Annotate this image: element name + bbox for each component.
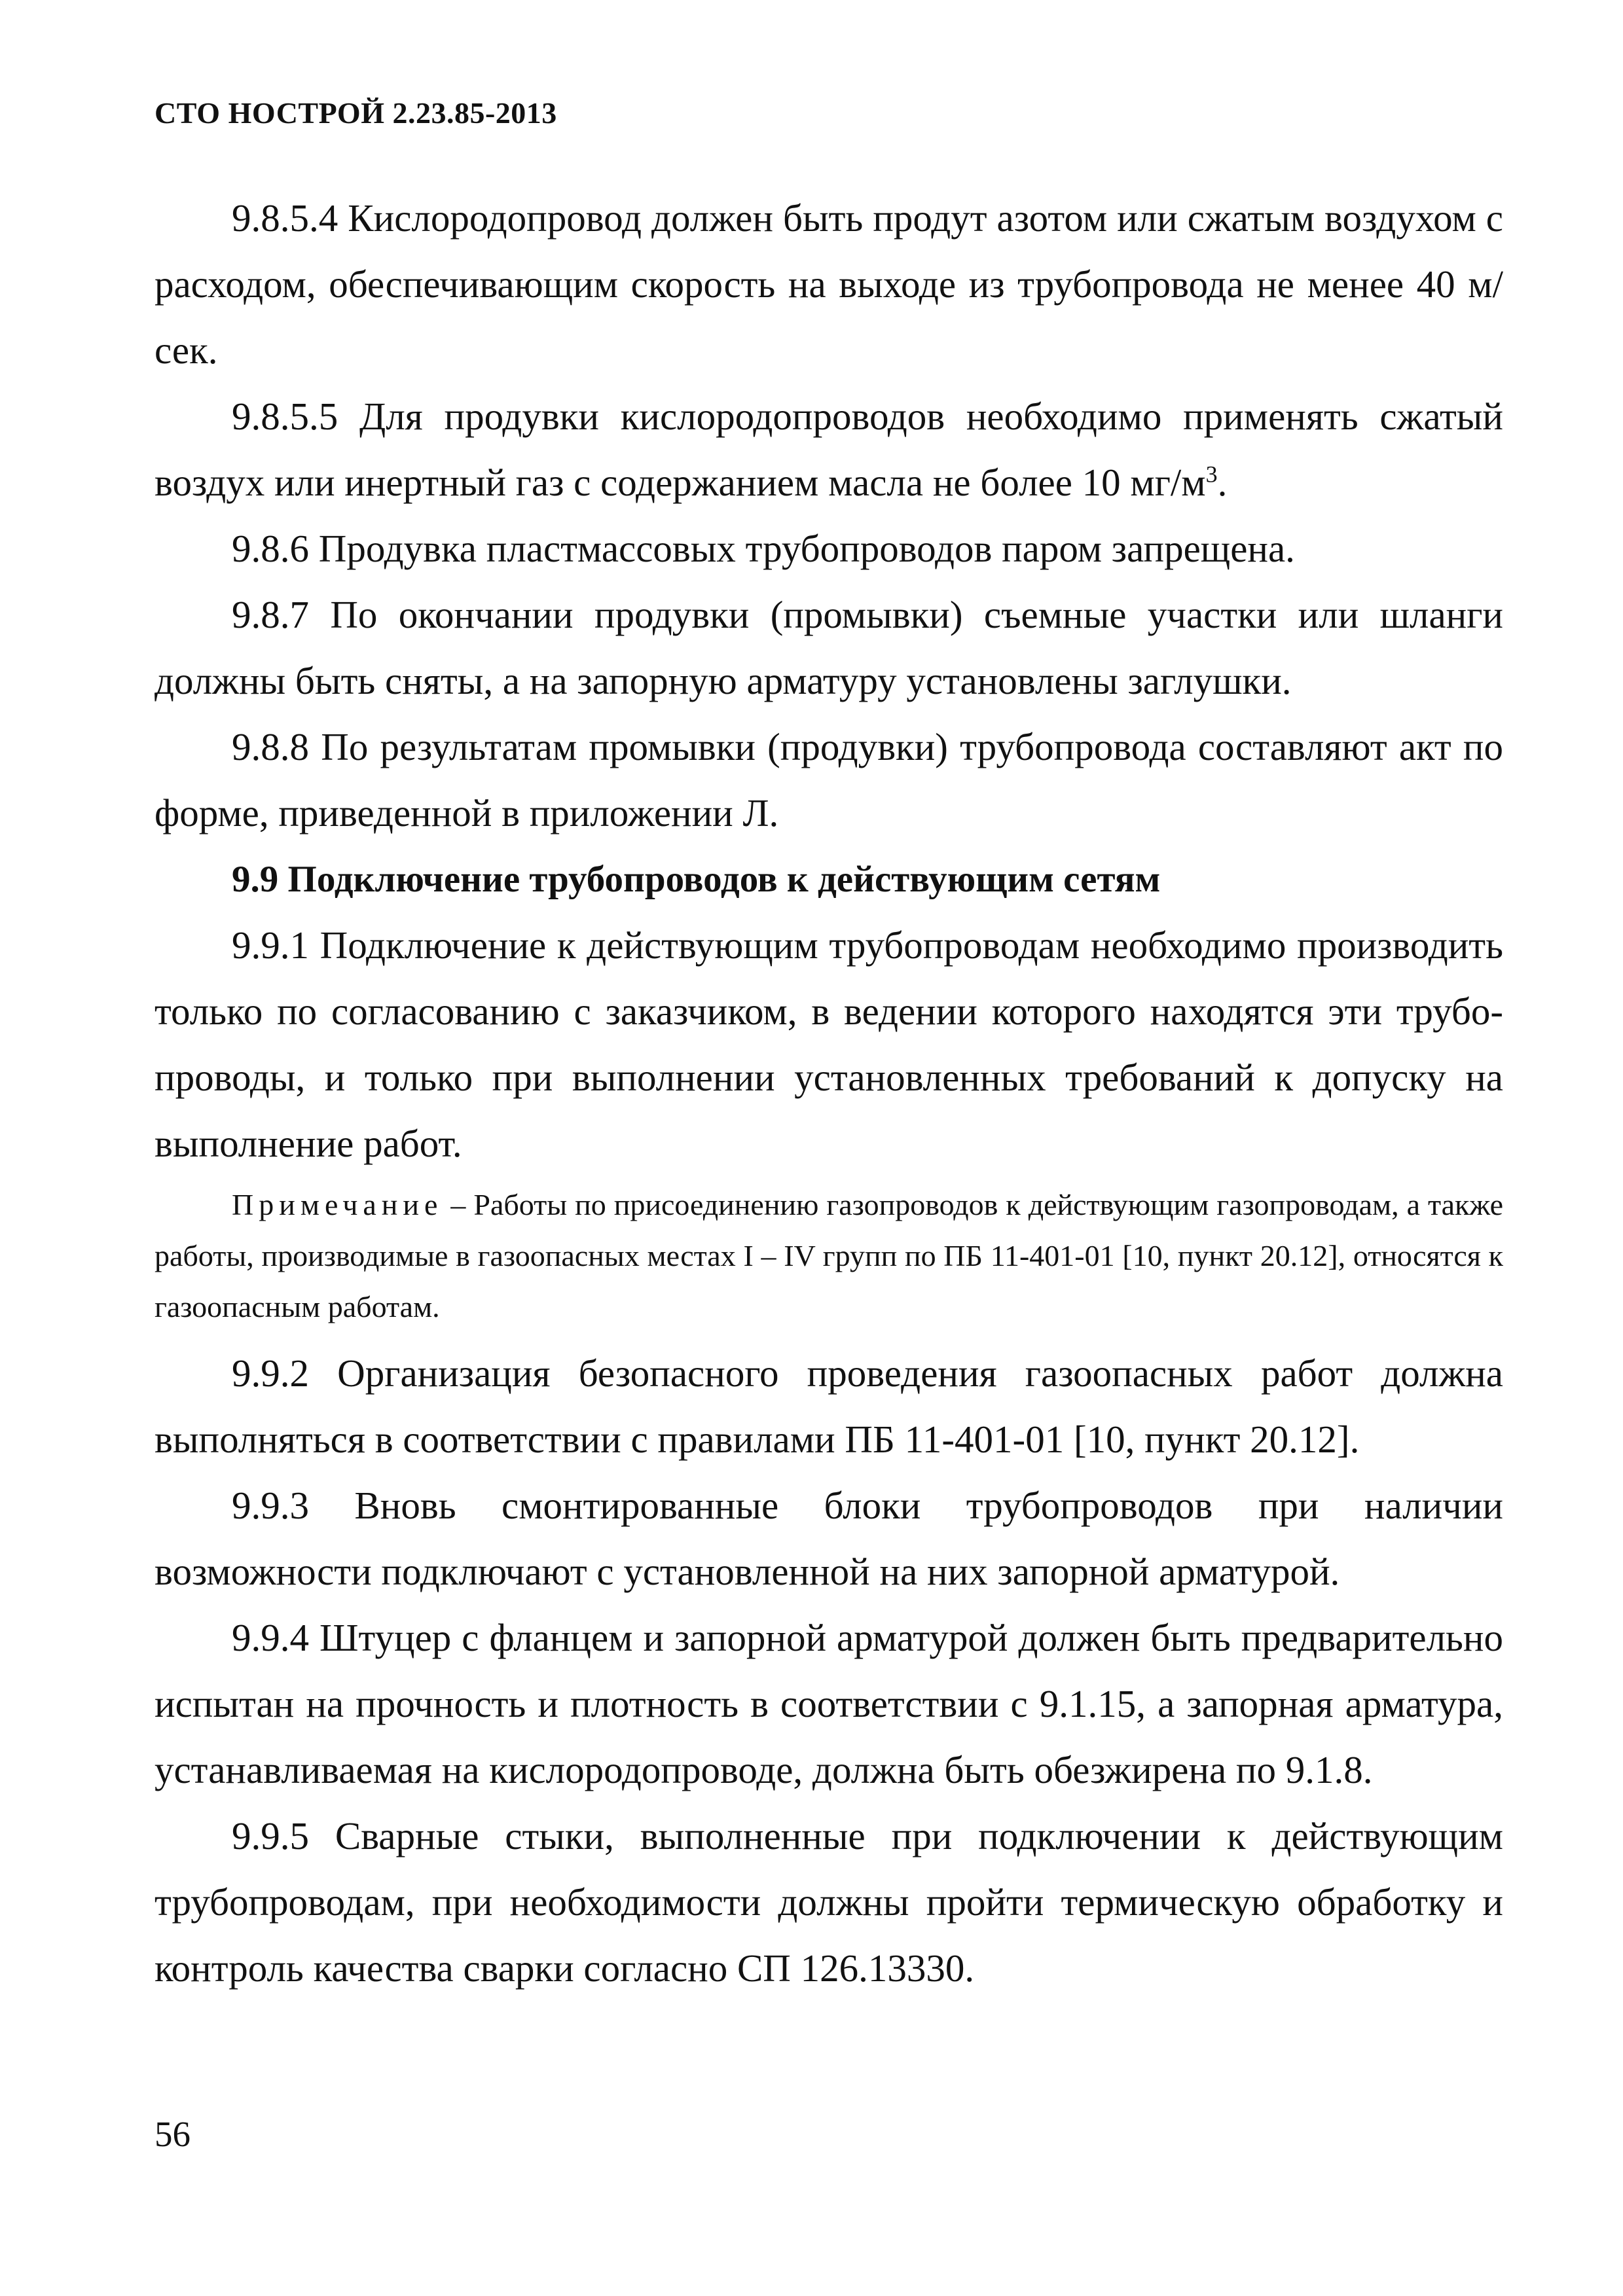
paragraph-9-8-7: 9.8.7 По окончании продувки (промывки) съемные участки или шланги должны быть сняты, а на запорную арматуру установлены заглушки. <box>155 593 1503 702</box>
section-heading-9-9: 9.9 Подключение трубопроводов к действующим сетям <box>232 859 1161 900</box>
paragraph-9-8-6: 9.8.6 Продувка пластмассовых трубопроводов паром запрещена. <box>232 527 1295 570</box>
paragraph-9-9-5: 9.9.5 Сварные стыки, выполненные при подключении к действующим трубопроводам, при необходимости должны пройти термическую обработку и контроль качества сварки согласно СП 126.13330. <box>155 1814 1503 1990</box>
paragraph-9-8-5-5-text: 9.8.5.5 Для продувки кислородопроводов необходимо применять сжатый воздух или инертный газ с содержанием масла не более 10 мг/м <box>155 395 1503 504</box>
paragraph-9-9-4: 9.9.4 Штуцер с фланцем и запорной арматурой должен быть предварительно испытан на прочность и плотность в соответствии с 9.1.15, а запорная арматура, устанавливаемая на кислородопроводе, должна быть обезжирена по 9.1.8. <box>155 1616 1503 1791</box>
paragraph-9-9-2: 9.9.2 Организация безопасного проведения газоопасных работ должна выполняться в соответствии с правилами ПБ 11-401-01 [10, пункт 20.12]. <box>155 1352 1503 1461</box>
paragraph-9-9-3: 9.9.3 Вновь смонтированные блоки трубопроводов при наличии возможности подключают с установленной на них запорной арматурой. <box>155 1484 1503 1593</box>
note-text: – Работы по присоединению газопроводов к действующим газопроводам, а также работы, производимые в газоопасных местах I – IV групп по ПБ 11-401-01 [10, пункт 20.12], относятся к газоопасным работам. <box>155 1188 1503 1323</box>
superscript-cubic: 3 <box>1205 461 1218 488</box>
note <box>155 1179 1503 1333</box>
paragraph-9-8-5-5-end: . <box>1217 461 1228 504</box>
document-body <box>155 185 1503 2001</box>
page-number: 56 <box>155 2114 191 2154</box>
paragraph-9-8-5-5 <box>155 384 1503 516</box>
document-header: СТО НОСТРОЙ 2.23.85-2013 <box>155 96 557 130</box>
paragraph-9-8-5-4: 9.8.5.4 Кислородопровод должен быть продут азотом или сжатым воздухом с расходом, обеспечивающим скорость на выходе из трубопровода не менее 40 м/сек. <box>155 196 1503 372</box>
note-label: Примечание <box>232 1188 443 1221</box>
paragraph-9-8-8: 9.8.8 По результатам промывки (продувки) трубопровода составляют акт по форме, приведенной в приложении Л. <box>155 725 1503 834</box>
paragraph-9-9-1: 9.9.1 Подключение к действующим трубопроводам необходимо производить только по согласованию с заказчиком, в ведении которого находятся эти трубопроводы, и только при выполнении установленных требований к допуску на выполнение работ. <box>155 924 1503 1165</box>
